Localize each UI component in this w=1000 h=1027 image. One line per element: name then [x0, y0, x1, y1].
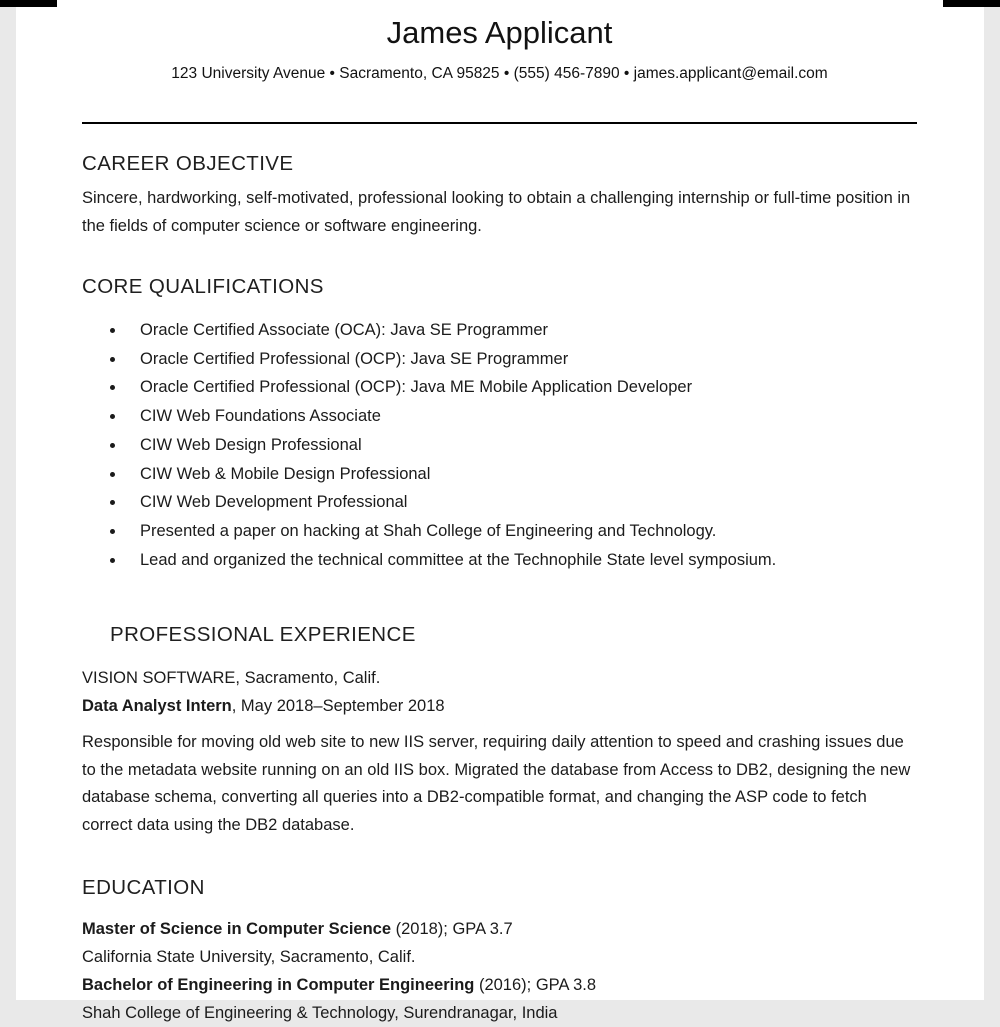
experience-dates: , May 2018–September 2018: [231, 696, 445, 715]
resume-page: [16, 0, 984, 1023]
core-qualifications-heading: CORE QUALIFICATIONS: [82, 275, 324, 298]
career-objective-heading: CAREER OBJECTIVE: [82, 152, 294, 175]
qualifications-list: [82, 316, 917, 574]
education-school: California State University, Sacramento, Calif.: [82, 948, 416, 967]
experience-description: Responsible for moving old web site to new IIS server, requiring daily attention to speed and crashing issues due to the metadata website running on an old IIS box. Migrated the database from Access to DB2, designing the new database schema, converting all queries into a DB2-compatible format, and changing the ASP code to fetch correct data using the DB2 database.: [82, 733, 911, 834]
education-degree-line: [82, 915, 917, 943]
education-school: Shah College of Engineering & Technology, Surendranagar, India: [82, 1004, 558, 1023]
header-divider: [82, 122, 917, 124]
qualification-item: • Oracle Certified Associate (OCA): Java SE Programmer: [126, 316, 917, 345]
qualification-item: • CIW Web Foundations Associate: [126, 402, 917, 431]
top-edge-left: [0, 0, 57, 7]
qualification-item: • CIW Web & Mobile Design Professional: [126, 460, 917, 489]
experience-company: VISION SOFTWARE, Sacramento, Calif.: [82, 669, 381, 688]
education-heading: EDUCATION: [82, 876, 205, 900]
education-degree-detail: (2018); GPA 3.7: [391, 920, 513, 939]
education-degree-detail: (2016); GPA 3.8: [474, 976, 597, 995]
qualification-item: • CIW Web Design Professional: [126, 431, 917, 460]
professional-experience-heading: PROFESSIONAL EXPERIENCE: [110, 623, 416, 647]
experience-role: Data Analyst Intern: [82, 696, 232, 715]
top-edge-right: [943, 0, 1000, 7]
qualification-item: • Oracle Certified Professional (OCP): Java SE Programmer: [126, 345, 917, 374]
applicant-name: James Applicant: [386, 15, 613, 50]
qualification-item: • Oracle Certified Professional (OCP): Java ME Mobile Application Developer: [126, 373, 917, 402]
qualification-item: • Presented a paper on hacking at Shah College of Engineering and Technology.: [126, 517, 917, 546]
education-degree: Master of Science in Computer Science: [82, 920, 392, 939]
experience-role-line: [82, 693, 917, 721]
education-degree-line: [82, 971, 917, 999]
education-degree: Bachelor of Engineering in Computer Engineering: [82, 976, 475, 995]
career-objective-text: Sincere, hardworking, self-motivated, professional looking to obtain a challenging internship or full-time position in the fields of computer science or software engineering.: [82, 189, 911, 235]
contact-line: 123 University Avenue • Sacramento, CA 95825 • (555) 456-7890 • james.applicant@email.com: [171, 65, 828, 82]
qualification-item: • Lead and organized the technical committee at the Technophile State level symposium.: [126, 546, 917, 575]
qualification-item: • CIW Web Development Professional: [126, 488, 917, 517]
